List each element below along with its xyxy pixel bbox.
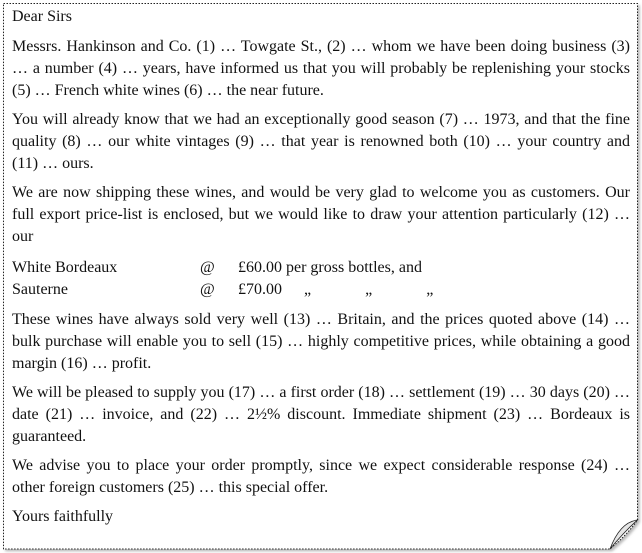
ditto-mark: „ — [304, 281, 312, 298]
at-sign: @ — [200, 281, 215, 298]
price-row-sauterne — [12, 279, 630, 301]
paragraph-5: We will be pleased to supply you (17) … a first order (18) … settlement (19) … 30 days (20) … date (21) … invoice, and (22) … 2½% discount. Immediate shipment (23) … Bordeaux is guaranteed. — [12, 384, 630, 445]
closing: Yours faithfully — [12, 508, 114, 525]
ditto-mark: „ — [365, 281, 373, 298]
wine-price — [238, 279, 433, 301]
wine-price-amount: £70.00 — [238, 281, 282, 298]
ditto-mark: „ — [426, 281, 434, 298]
wine-name: White Bordeaux — [12, 259, 118, 276]
at-sign: @ — [200, 259, 215, 276]
price-row-white-bordeaux — [12, 257, 630, 279]
paragraph-1: Messrs. Hankinson and Co. (1) … Towgate St., (2) … whom we have been doing business (3) … a number (4) … years, have informed us that you will probably be replenishing your stocks (5) … French white wines (6) … the near future. — [12, 38, 630, 99]
wine-name: Sauterne — [12, 281, 68, 298]
salutation: Dear Sirs — [12, 8, 72, 25]
wine-price: £60.00 per gross bottles, and — [238, 259, 422, 276]
paragraph-3: We are now shipping these wines, and would be very glad to welcome you as customers. Our full export price-list is enclosed, but we would like to draw your attention particularly (12) … our — [12, 184, 630, 245]
paragraph-2: You will already know that we had an exceptionally good season (7) … 1973, and that the fine quality (8) … our white vintages (9) … that year is renowned both (10) … your country and (11) … ours. — [12, 111, 630, 172]
paragraph-6: We advise you to place your order promptly, since we expect considerable response (24) … other foreign customers (25) … this special offer. — [12, 457, 630, 496]
paragraph-4: These wines have always sold very well (13) … Britain, and the prices quoted above (14) … bulk purchase will enable you to sell (15) … highly competitive prices, while obtaining a good margin (16) … profit. — [12, 311, 630, 372]
letter-body — [12, 6, 630, 535]
